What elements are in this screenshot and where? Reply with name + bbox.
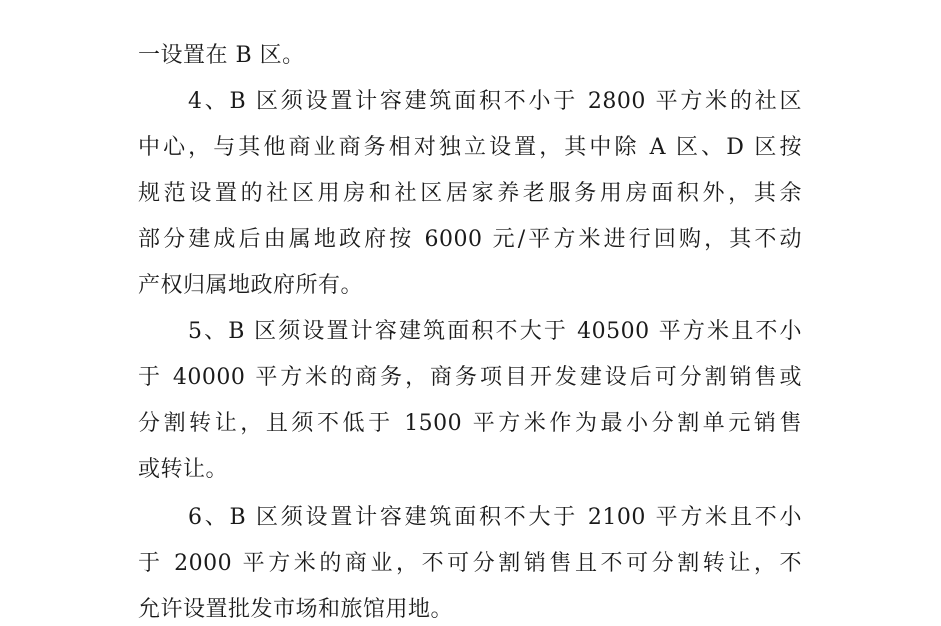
paragraph-4-line: 规范设置的社区用房和社区居家养老服务用房面积外，其余	[138, 181, 802, 206]
paragraph-4-line: 4、B 区须设置计容建筑面积不小于 2800 平方米的社区	[188, 89, 802, 114]
paragraph-5-line: 于 40000 平方米的商务，商务项目开发建设后可分割销售或	[138, 365, 802, 390]
paragraph-5-line: 或转让。	[138, 457, 229, 482]
paragraph-5-line: 5、B 区须设置计容建筑面积不大于 40500 平方米且不小	[188, 319, 802, 344]
paragraph-6-line: 6、B 区须设置计容建筑面积不大于 2100 平方米且不小	[188, 505, 802, 530]
paragraph-6-line: 允许设置批发市场和旅馆用地。	[138, 597, 454, 622]
paragraph-5-line: 分割转让，且须不低于 1500 平方米作为最小分割单元销售	[138, 411, 802, 436]
paragraph-6-line: 于 2000 平方米的商业，不可分割销售且不可分割转让，不	[138, 551, 802, 576]
paragraph-4-line: 产权归属地政府所有。	[138, 273, 364, 298]
paragraph-4-line: 部分建成后由属地政府按 6000 元/平方米进行回购，其不动	[138, 227, 802, 252]
text-line: 一设置在 B 区。	[138, 43, 305, 68]
paragraph-4-line: 中心，与其他商业商务相对独立设置，其中除 A 区、D 区按	[138, 135, 802, 160]
